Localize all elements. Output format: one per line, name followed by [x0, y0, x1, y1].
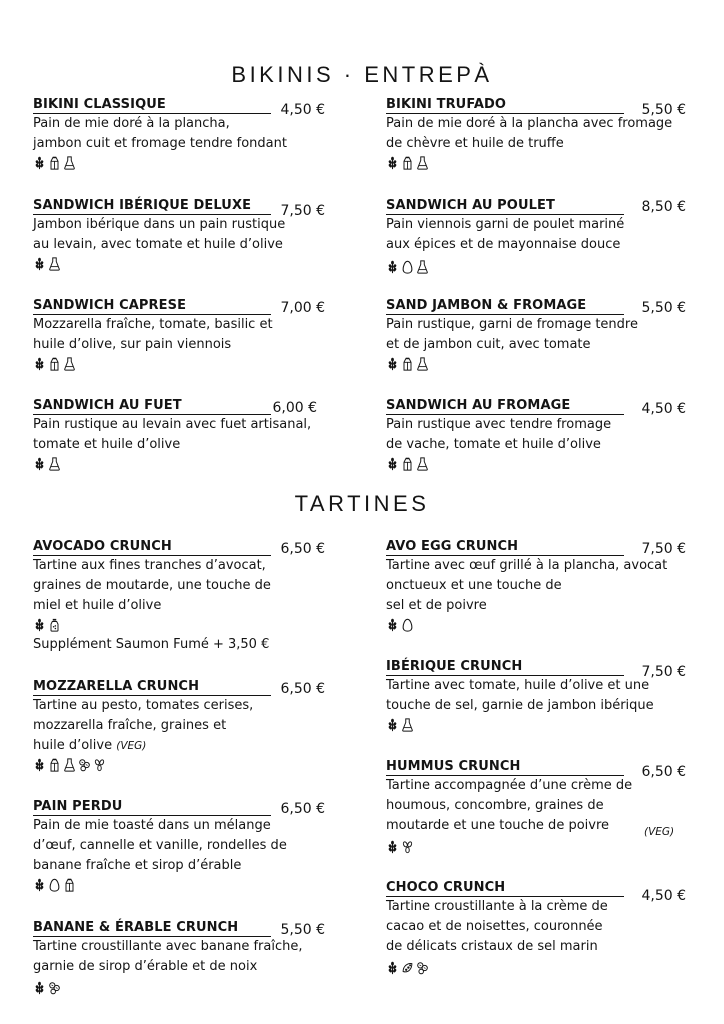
- item-name: CHOCO CRUNCH: [386, 880, 624, 897]
- gluten-icon: [386, 718, 399, 732]
- gluten-icon: [386, 156, 399, 170]
- item-price: 4,50 €: [641, 888, 686, 904]
- section-title-bikinis: BIKINIS · ENTREPÀ: [231, 62, 493, 87]
- item-description: Tartine croustillante à la crème de cacao et de noisettes, couronnée de délicats cristaux de sel marin: [386, 899, 608, 954]
- nuts-icon: [416, 961, 429, 975]
- item-description: Pain de mie doré à la plancha avec fromage de chèvre et huile de truffe: [386, 116, 673, 151]
- item-price: 5,50 €: [641, 102, 686, 118]
- allergen-icons: [33, 155, 333, 171]
- item-description: Mozzarella fraîche, tomate, basilic et huile d’olive, sur pain viennois: [33, 317, 273, 352]
- mustard-icon: [416, 357, 429, 371]
- allergen-icons: [33, 877, 333, 893]
- item-name: PAIN PERDU: [33, 799, 271, 816]
- milk-icon: [63, 878, 76, 892]
- gluten-icon: [33, 257, 46, 271]
- item-price: 6,50 €: [280, 541, 325, 557]
- item-name: AVO EGG CRUNCH: [386, 539, 624, 556]
- menu-item-choco-crunch: [386, 880, 686, 976]
- gluten-icon: [33, 357, 46, 371]
- item-name: BIKINI CLASSIQUE: [33, 97, 271, 114]
- milk-icon: [48, 758, 61, 772]
- item-description: Tartine avec tomate, huile d’olive et une touche de sel, garnie de jambon ibérique: [386, 678, 654, 713]
- item-description-text: Tartine au pesto, tomates cerises, mozzarella fraîche, graines et huile d’olive: [33, 698, 254, 753]
- allergen-icons: [33, 757, 333, 773]
- menu-item-sandwich-au-poulet: [386, 198, 686, 275]
- allergen-icons: [386, 155, 686, 171]
- item-name: AVOCADO CRUNCH: [33, 539, 271, 556]
- veg-label: (VEG): [644, 826, 675, 838]
- nuts-icon: [48, 981, 61, 995]
- egg-icon: [401, 618, 414, 632]
- item-price: 4,50 €: [641, 401, 686, 417]
- milk-icon: [48, 156, 61, 170]
- gluten-icon: [386, 840, 399, 854]
- mustard-icon: [416, 260, 429, 274]
- item-price: 7,50 €: [641, 664, 686, 680]
- item-description: Pain viennois garni de poulet mariné aux épices et de mayonnaise douce: [386, 217, 625, 252]
- nuts-icon: [78, 758, 91, 772]
- item-description: Pain de mie toasté dans un mélange d’œuf, cannelle et vanille, rondelles de banane fraîche et sirop d’érable: [33, 818, 287, 873]
- gluten-icon: [33, 618, 46, 632]
- item-description: Tartine croustillante avec banane fraîche, garnie de sirop d’érable et de noix: [33, 939, 303, 974]
- item-description: Pain rustique au levain avec fuet artisanal, tomate et huile d’olive: [33, 417, 312, 452]
- item-price: 4,50 €: [280, 102, 325, 118]
- item-price: 6,50 €: [641, 764, 686, 780]
- mustard-icon: [63, 156, 76, 170]
- allergen-icons: [386, 356, 686, 372]
- mustard-icon: [48, 257, 61, 271]
- menu-item-sandwich-iberique-deluxe: [33, 198, 333, 272]
- gluten-icon: [33, 981, 46, 995]
- sesame-icon: [93, 758, 106, 772]
- item-name: SANDWICH CAPRESE: [33, 298, 271, 315]
- mustard-icon: [63, 758, 76, 772]
- allergen-icons: [386, 839, 686, 855]
- menu-item-sandwich-caprese: [33, 298, 333, 372]
- item-price: 5,50 €: [280, 922, 325, 938]
- mustard-icon: [63, 357, 76, 371]
- allergen-icons: [33, 356, 333, 372]
- mustard-seed-icon: [48, 618, 61, 632]
- item-description: Pain de mie doré à la plancha, jambon cuit et fromage tendre fondant: [33, 116, 287, 151]
- menu-item-hummus-crunch: [386, 759, 686, 855]
- mustard-icon: [48, 457, 61, 471]
- egg-icon: [48, 878, 61, 892]
- item-description: Tartine accompagnée d’une crème de houmous, concombre, graines de moutarde et une touche de poivre: [386, 778, 633, 833]
- allergen-icons: [386, 456, 686, 472]
- item-description: Tartine avec œuf grillé à la plancha, avocat onctueux et une touche de sel et de poivre: [386, 558, 668, 613]
- mustard-icon: [416, 156, 429, 170]
- milk-icon: [401, 457, 414, 471]
- item-name: BANANE & ÉRABLE CRUNCH: [33, 920, 271, 937]
- item-price: 6,50 €: [280, 681, 325, 697]
- item-price: 7,50 €: [280, 203, 325, 219]
- mustard-icon: [401, 718, 414, 732]
- item-description: Pain rustique, garni de fromage tendre et de jambon cuit, avec tomate: [386, 317, 638, 352]
- milk-icon: [48, 357, 61, 371]
- menu-item-pain-perdu: [33, 799, 333, 893]
- menu-item-sandwich-au-fromage: [386, 398, 686, 472]
- item-description: Pain rustique avec tendre fromage de vache, tomate et huile d’olive: [386, 417, 612, 452]
- menu-item-avo-egg-crunch: [386, 539, 686, 633]
- item-price: 5,50 €: [641, 300, 686, 316]
- menu-item-sandwich-au-fuet: [33, 398, 333, 472]
- item-description: [33, 696, 333, 756]
- item-description: Jambon ibérique dans un pain rustique au levain, avec tomate et huile d’olive: [33, 217, 286, 252]
- veg-label: (VEG): [116, 740, 147, 752]
- menu-item-sand-jambon-fromage: [386, 298, 686, 372]
- item-name: IBÉRIQUE CRUNCH: [386, 659, 624, 676]
- mustard-icon: [416, 457, 429, 471]
- gluten-icon: [33, 758, 46, 772]
- menu-item-avocado-crunch: [33, 539, 333, 655]
- milk-icon: [401, 357, 414, 371]
- menu-item-iberique-crunch: [386, 659, 686, 733]
- section-title-tartines: TARTINES: [294, 491, 430, 516]
- item-name: SANDWICH IBÉRIQUE DELUXE: [33, 198, 271, 215]
- item-price: 8,50 €: [641, 199, 686, 215]
- item-price: 6,00 €: [272, 400, 317, 416]
- gluten-icon: [33, 457, 46, 471]
- soy-icon: [401, 961, 414, 975]
- menu-item-bikini-classique: [33, 97, 333, 171]
- allergen-icons: [386, 617, 686, 633]
- item-name: SANDWICH AU POULET: [386, 198, 624, 215]
- item-description: Tartine aux fines tranches d’avocat, graines de moutarde, une touche de miel et huile d’olive: [33, 558, 271, 613]
- item-price: 7,00 €: [280, 300, 325, 316]
- item-name: SANDWICH AU FUET: [33, 398, 271, 415]
- allergen-icons: [33, 980, 333, 996]
- allergen-icons: [33, 617, 333, 633]
- gluten-icon: [33, 156, 46, 170]
- egg-icon: [401, 260, 414, 274]
- item-name: SANDWICH AU FROMAGE: [386, 398, 624, 415]
- gluten-icon: [386, 260, 399, 274]
- allergen-icons: [386, 717, 686, 733]
- gluten-icon: [386, 618, 399, 632]
- menu-item-mozzarella-crunch: [33, 679, 333, 773]
- item-name: HUMMUS CRUNCH: [386, 759, 624, 776]
- menu-item-banane-erable-crunch: [33, 920, 333, 996]
- supplement-note: Supplément Saumon Fumé + 3,50 €: [33, 637, 270, 652]
- item-name: MOZZARELLA CRUNCH: [33, 679, 271, 696]
- allergen-icons: [386, 960, 686, 976]
- item-price: 6,50 €: [280, 801, 325, 817]
- allergen-icons: [33, 456, 333, 472]
- item-name: SAND JAMBON & FROMAGE: [386, 298, 624, 315]
- allergen-icons: [33, 256, 333, 272]
- gluten-icon: [33, 878, 46, 892]
- item-name: BIKINI TRUFADO: [386, 97, 624, 114]
- gluten-icon: [386, 357, 399, 371]
- item-price: 7,50 €: [641, 541, 686, 557]
- gluten-icon: [386, 457, 399, 471]
- gluten-icon: [386, 961, 399, 975]
- allergen-icons: [386, 259, 686, 275]
- milk-icon: [401, 156, 414, 170]
- menu-item-bikini-trufado: [386, 97, 686, 171]
- sesame-icon: [401, 840, 414, 854]
